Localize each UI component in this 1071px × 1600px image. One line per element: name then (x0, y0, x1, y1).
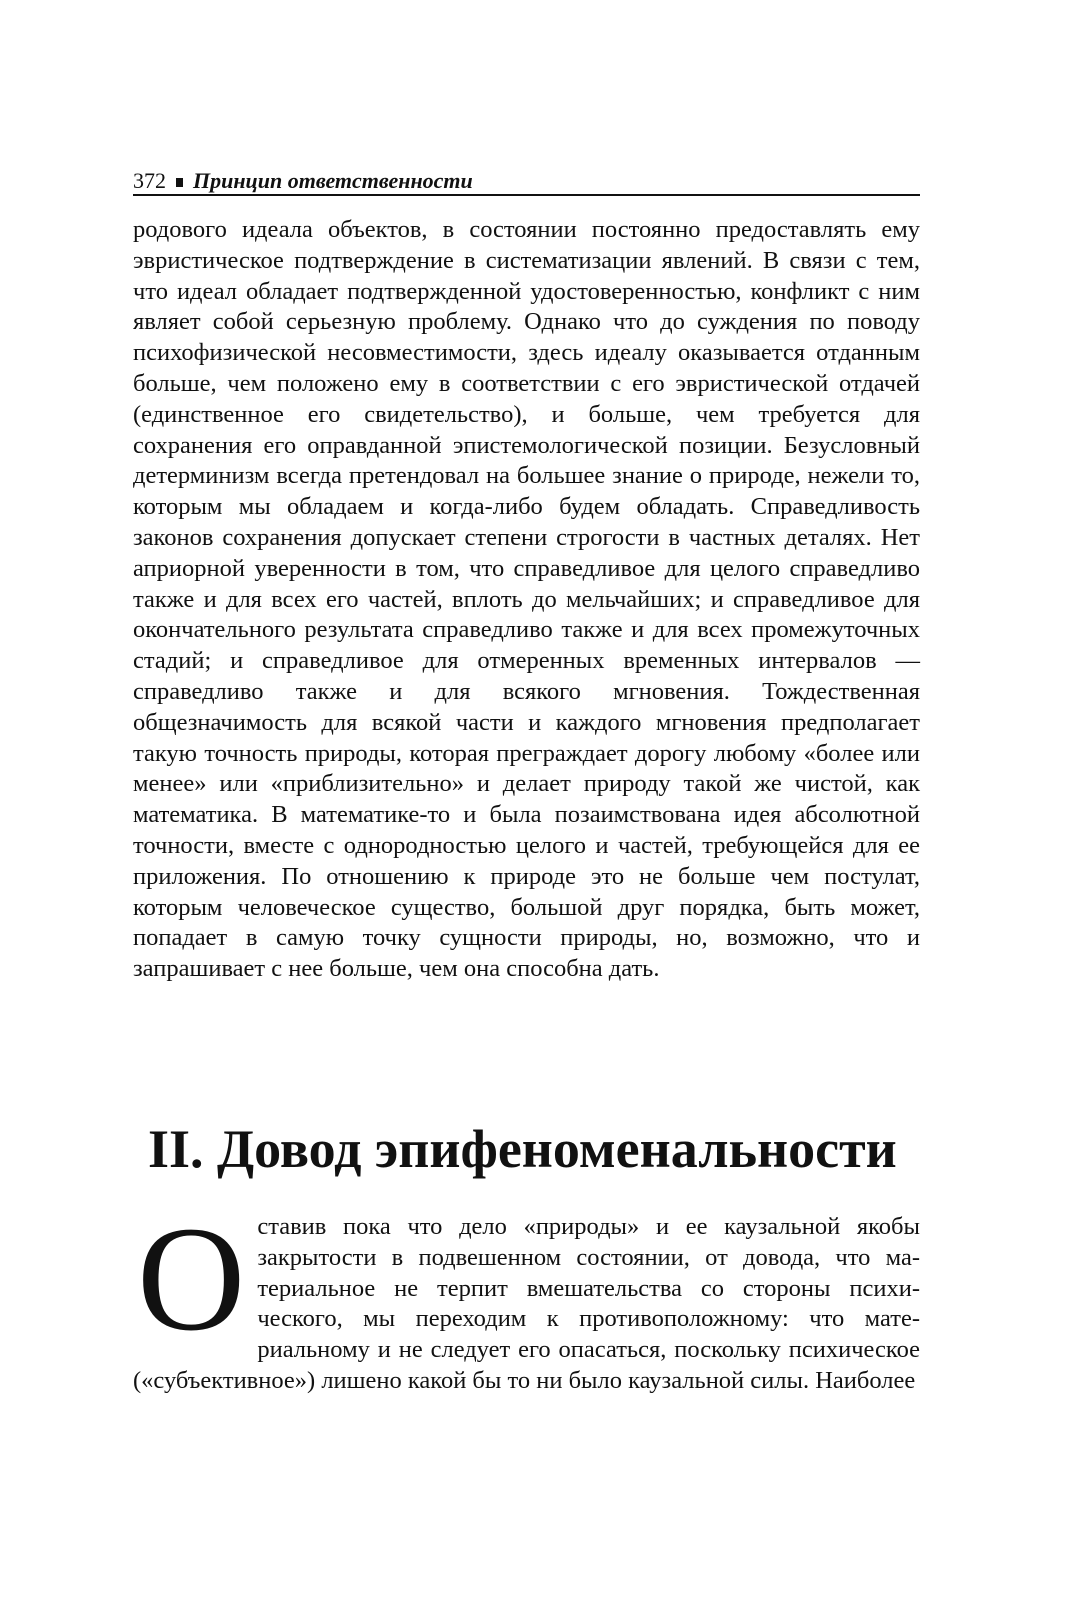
body-paragraph: родового идеала объектов, в состоянии постоянно предоставлять ему эвристическое подтверждение в систематизации явлений. В связи с тем, что идеал обладает подтвержденной удостоверенностью, конфликт с ним являет собой серьезную проблему. Однако что до суждения по поводу психофизической несовместимости, здесь идеалу оказывается отданным больше, чем положено ему в соответствии с его эвристической отдачей (единственное его свидетельство), и больше, чем требуется для сохранения его оправданной эпистемологической позиции. Безусловный детерминизм всегда претендовал на большее знание о природе, нежели то, которым мы обладаем и когда-либо будем обладать. Справедливость законов сохранения допускает степени строгости в частных деталях. Нет априорной уверенности в том, что справедливое для целого справедливо также и для всех его частей, вплоть до мельчайших; и справедливое для окончательного результата справедливо также и для всех промежуточных стадий; и справедливое для отмеренных временных интервалов — справедливо также и для всякого мгновения. Тождественная общезначимость для всякой части и каждого мгновения предполагает такую точность природы, которая преграждает дорогу любому «более или менее» или «приблизительно» и делает природу такой же чистой, как математика. В математике-то и была позаимствована идея абсолютной точности, вместе с однородностью целого и частей, требующейся для ее приложения. По отношению к природе это не больше чем постулат, которым человеческое существо, большой друг порядка, быть может, попадает в самую точку сущности природы, но, возможно, что и запрашивает с нее больше, чем она способна дать. (133, 216, 920, 983)
running-head (133, 160, 920, 196)
running-title: Принцип ответственности (193, 168, 473, 193)
section-paragraph (133, 1196, 920, 1397)
section-heading: II. Довод эпифеноменальности (148, 1119, 897, 1179)
bullet-icon (176, 178, 183, 187)
drop-cap: О (137, 1196, 246, 1362)
section-paragraph-text: ставив пока что дело «природы» и ее каузальной якобы закрытости в подвешенном состоянии, от довода, что материальное не терпит вмешательства со стороны психического, мы переходим к противоположному: что материальному и не следует его опасаться, поскольку психическое («субъективное») лишено какой бы то ни было каузальной силы. Наиболее (133, 1213, 920, 1394)
page-number: 372 (133, 168, 166, 193)
